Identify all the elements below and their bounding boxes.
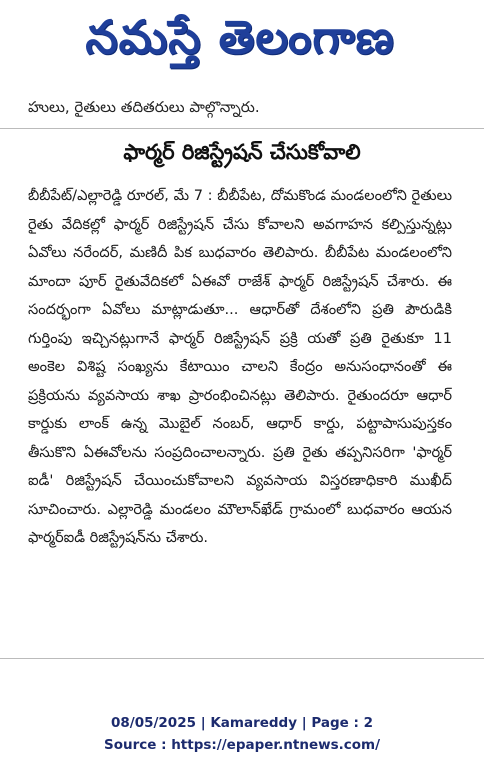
footer bbox=[0, 712, 484, 756]
divider bbox=[0, 658, 484, 659]
source-link[interactable]: Source : https://epaper.ntnews.com/ bbox=[103, 737, 381, 753]
masthead-title: నమస్తే తెలంగాణ bbox=[85, 10, 395, 64]
article-body bbox=[28, 182, 452, 553]
article-paragraph: బీబీపేట్/ఎల్లారెడ్డి రూరల్, మే 7 : బీబీపేట, దోమకొండ మండలంలోని రైతులు రైతు వేదికల్లో ఫార్మర్ రిజిస్ట్రేషన్ చేసు కోవాలని అవగాహన కల్పిస్తున్నట్లు ఏవోలు నరేందర్, మణిదీ పిక బుధవారం తెలిపారు. బీబీపేట మండలంలోని మాందా పూర్ రైతువేదికలో ఏఈవో రాజేశ్ ఫార్మర్ రిజిస్ట్రేషన్ చేశారు. ఈ సందర్భంగా ఏవోలు మాట్లాడుతూ... ఆధార్‌తో దేశంలోని ప్రతి పౌరుడికి గుర్తింపు ఇచ్చినట్లుగానే ఫార్మర్ రిజిస్ట్రేషన్ ప్రక్రి యతో ప్రతి రైతుకూ 11 అంకెల విశిష్ట సంఖ్యను కేటాయిం చాలని కేంద్రం అనుసంధానంతో ఈ ప్రక్రియను వ్యవసాయ శాఖ ప్రారంభించినట్లు తెలిపారు. రైతుందరూ ఆధార్ కార్డుకు లాంక్ ఉన్న మొబైల్ నంబర్, ఆధార్ కార్డు, పట్టాపాసుపుస్తకం తీసుకొని ఏఈవోలను సంప్రదించాలన్నారు. ప్రతి రైతు తప్పనిసరిగా 'ఫార్మర్ ఐడీ' రిజిస్ట్రేషన్ చేయించుకోవాలని వ్యవసాయ విస్తరణాధికారి ముఖీద్ సూచించారు. ఎల్లారెడ్డి మండలం మౌలాన్‌ఖేడ్ గ్రామంలో బుధవారం ఆయన ఫార్మర్‌ఐడీ రిజిస్ట్రేషన్‌ను చేశారు. bbox=[28, 187, 452, 546]
previous-article-fragment: హులు, రైతులు తదితరులు పాల్గొన్నారు. bbox=[28, 98, 260, 116]
edition-info: 08/05/2025 | Kamareddy | Page : 2 bbox=[110, 715, 373, 731]
divider bbox=[0, 128, 484, 129]
article-headline: ఫార్మర్ రిజిస్ట్రేషన్ చేసుకోవాలి bbox=[123, 140, 361, 164]
